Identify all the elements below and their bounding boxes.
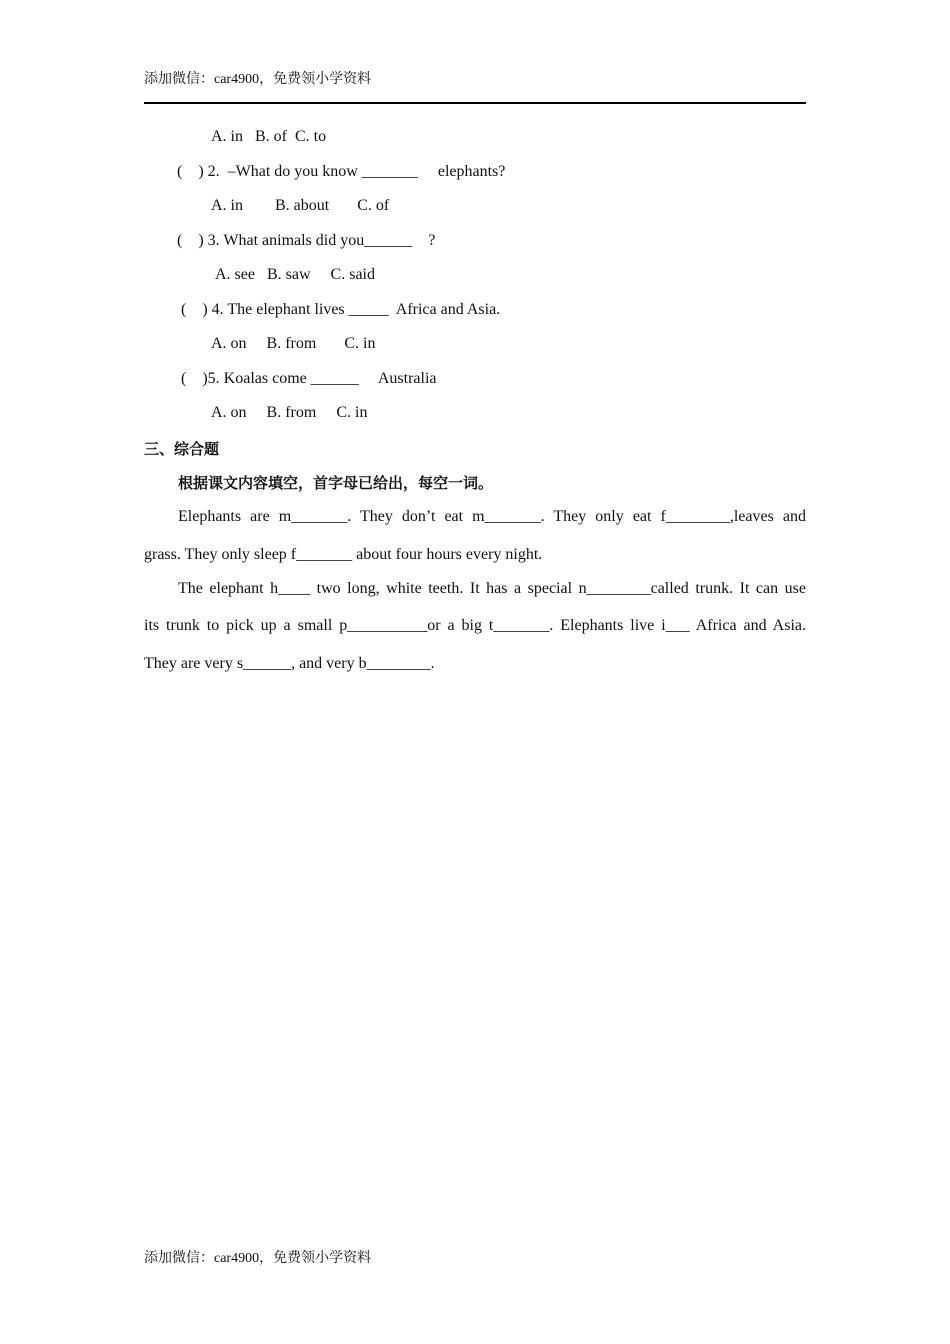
q2-stem: ( ) 2. –What do you know _______ elephants? [177,163,506,180]
paragraph2-line2: its trunk to pick up a small p__________or a big t_______. Elephants live i___ Africa and Asia. [144,617,806,634]
paragraph1-line2: grass. They only sleep f_______ about four hours every night. [144,546,543,563]
q5-options: A. on B. from C. in [211,404,368,421]
q4-stem: ( ) 4. The elephant lives _____ Africa and Asia. [181,301,501,318]
paragraph2-line3: They are very s______, and very b________. [144,655,435,672]
q5-stem: ( )5. Koalas come ______ Australia [181,370,437,387]
q1-options: A. in B. of C. to [211,128,327,145]
q2-options: A. in B. about C. of [211,197,390,214]
page-header: 添加微信：car4900，免费领小学资料 [144,72,372,87]
q3-stem: ( ) 3. What animals did you______ ? [177,232,436,249]
q3-options: A. see B. saw C. said [215,266,375,283]
section-title: 三、综合题 [144,440,220,458]
page-footer: 添加微信：car4900，免费领小学资料 [144,1251,372,1266]
section-instruction: 根据课文内容填空，首字母已给出，每空一词。 [178,474,494,492]
paragraph1-line1: Elephants are m_______. They don’t eat m_______. They only eat f________,leaves and [178,508,806,525]
q4-options: A. on B. from C. in [211,335,376,352]
paragraph2-line1: The elephant h____ two long, white teeth. It has a special n________called trunk. It can use [178,580,806,597]
header-rule [144,102,806,104]
